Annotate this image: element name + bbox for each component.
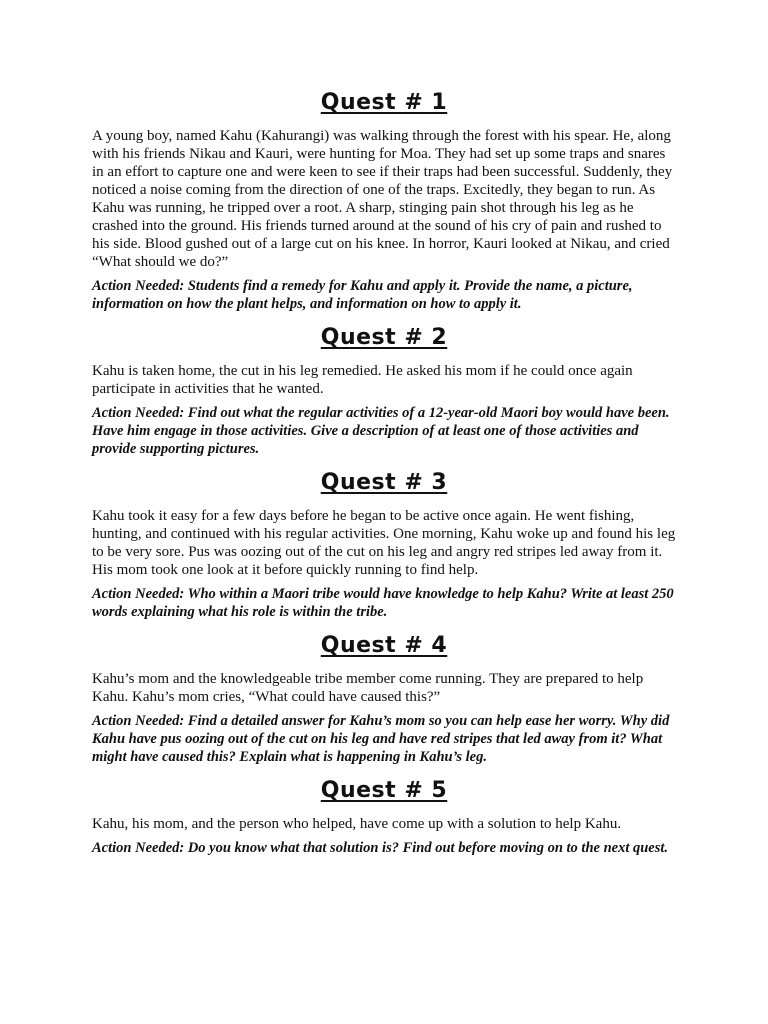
quest-3-story: Kahu took it easy for a few days before he began to be active once again. He went fishing, hunting, and continued with his regular activities. One morning, Kahu woke up and found his leg to be very sore. Pus was oozing out of the cut on his leg and angry red stripes led away from it. His mom took one look at it before quickly running to find help. — [92, 508, 676, 578]
quest-4-section — [92, 631, 676, 766]
quest-1-title: Quest # 1 — [320, 90, 448, 115]
quest-3-section — [92, 468, 676, 621]
quest-5-section — [92, 776, 676, 857]
quest-1-story: A young boy, named Kahu (Kahurangi) was walking through the forest with his spear. He, along with his friends Nikau and Kauri, were hunting for Moa. They had set up some traps and snares in an effort to capture one and were keen to see if their traps had been successful. Suddenly, they noticed a noise coming from the direction of one of the traps. Excitedly, they began to run. As Kahu was running, he tripped over a root. A sharp, stinging pain shot through his leg as he crashed into the ground. His friends turned around at the sound of his cry of pain and rushed to his side. Blood gushed out of a large cut on his knee. In horror, Kauri looked at Nikau, and cried “What should we do?” — [92, 128, 673, 270]
quest-5-action: Action Needed: Do you know what that solution is? Find out before moving on to the next quest. — [92, 840, 669, 856]
quest-3-title: Quest # 3 — [320, 470, 448, 495]
quest-5-story: Kahu, his mom, and the person who helped, have come up with a solution to help Kahu. — [92, 816, 622, 832]
quest-2-title: Quest # 2 — [320, 325, 448, 350]
quest-2-action: Action Needed: Find out what the regular activities of a 12-year-old Maori boy would have been. Have him engage in those activities. Give a description of at least one of those activities and provide supporting pictures. — [92, 405, 670, 457]
quest-4-story: Kahu’s mom and the knowledgeable tribe member come running. They are prepared to help Kahu. Kahu’s mom cries, “What could have caused this?” — [92, 671, 644, 705]
quest-3-action: Action Needed: Who within a Maori tribe would have knowledge to help Kahu? Write at least 250 words explaining what his role is within the tribe. — [92, 586, 674, 620]
quest-4-action: Action Needed: Find a detailed answer for Kahu’s mom so you can help ease her worry. Why did Kahu have pus oozing out of the cut on his leg and have red stripes that led away from it? What might have caused this? Explain what is happening in Kahu’s leg. — [92, 713, 670, 765]
quest-2-story: Kahu is taken home, the cut in his leg remedied. He asked his mom if he could once again participate in activities that he wanted. — [92, 363, 633, 397]
quest-4-title: Quest # 4 — [320, 633, 448, 658]
quest-2-section — [92, 323, 676, 458]
quest-1-section — [92, 88, 676, 313]
quest-5-title: Quest # 5 — [320, 778, 448, 803]
quest-1-action: Action Needed: Students find a remedy for Kahu and apply it. Provide the name, a picture, information on how the plant helps, and information on how to apply it. — [92, 278, 633, 312]
document-page — [92, 88, 676, 857]
